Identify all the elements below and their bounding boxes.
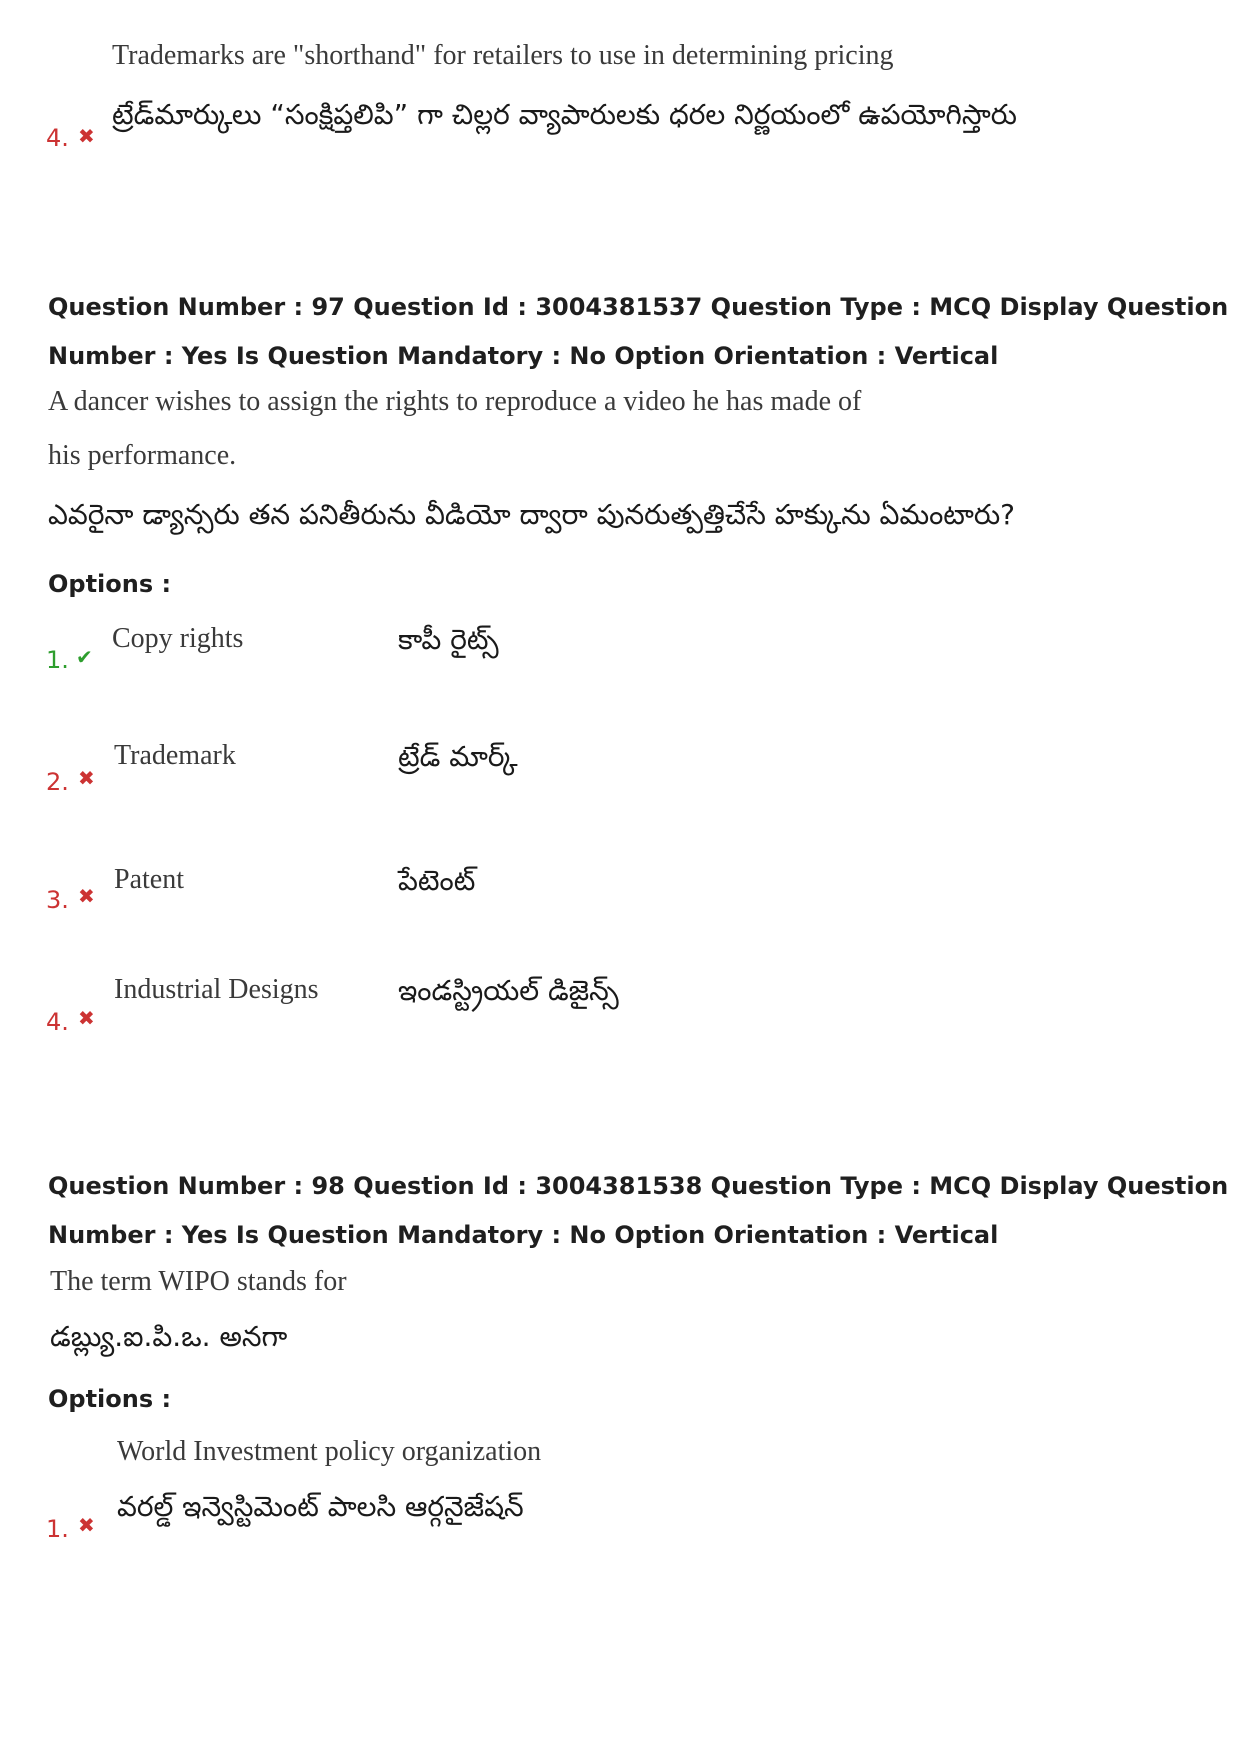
q97-option-3-telugu: పేటెంట్ [398,864,476,897]
check-icon: ✔ [76,645,93,669]
cross-icon: ✖ [78,1513,95,1537]
question-98-header-line-2: Number : Yes Is Question Mandatory : No Option Orientation : Vertical [48,1221,999,1249]
q97-option-4-telugu: ఇండస్ట్రియల్ డిజైన్స్ [398,974,619,1007]
prev-option-4-english: Trademarks are "shorthand" for retailers to use in determining pricing [112,40,894,71]
q97-option-2-number: 2. [46,768,69,796]
q97-option-1-telugu: కాపీ రైట్స్ [398,623,499,656]
q97-option-2-telugu: ట్రేడ్ మార్క్ [398,740,518,773]
question-98-options-label: Options : [48,1385,172,1413]
q97-option-1-number: 1. [46,646,69,674]
q98-option-1-english: World Investment policy organization [117,1436,542,1467]
q98-option-1-number: 1. [46,1515,69,1543]
question-97-header-line-2: Number : Yes Is Question Mandatory : No Option Orientation : Vertical [48,342,999,370]
q97-option-2-english: Trademark [114,740,236,771]
cross-icon: ✖ [78,766,95,790]
question-98-english: The term WIPO stands for [50,1266,347,1297]
question-97-telugu: ఎవరైనా డ్యాన్సరు తన పనితీరును వీడియో ద్వారా పునరుత్పత్తిచేసే హక్కును ఏమంటారు? [48,498,1016,531]
q97-option-4-english: Industrial Designs [114,974,319,1005]
prev-option-4-telugu: ట్రేడ్‌మార్కులు “సంక్షిప్తలిపి” గా చిల్లర వ్యాపారులకు ధరల నిర్ణయంలో ఉపయోగిస్తారు [112,98,1017,131]
q97-option-3-number: 3. [46,886,69,914]
question-97-english-line-2: his performance. [48,440,237,471]
cross-icon: ✖ [78,884,95,908]
question-97-header-line-1: Question Number : 97 Question Id : 3004381537 Question Type : MCQ Display Question [48,293,1229,321]
q97-option-3-english: Patent [114,864,184,895]
question-97-english-line-1: A dancer wishes to assign the rights to reproduce a video he has made of [48,386,862,417]
q97-option-4-number: 4. [46,1008,69,1036]
q98-option-1-telugu: వరల్డ్ ఇన్వెస్టిమెంట్ పాలసి ఆర్గనైజేషన్ [117,1490,524,1523]
question-97-options-label: Options : [48,570,172,598]
cross-icon: ✖ [78,124,95,148]
question-98-telugu: డబ్ల్యు.ఐ.పి.ఒ. అనగా [50,1320,288,1353]
q97-option-1-english: Copy rights [112,623,244,654]
question-98-header-line-1: Question Number : 98 Question Id : 3004381538 Question Type : MCQ Display Question [48,1172,1229,1200]
cross-icon: ✖ [78,1006,95,1030]
prev-option-4-number: 4. [46,124,69,152]
